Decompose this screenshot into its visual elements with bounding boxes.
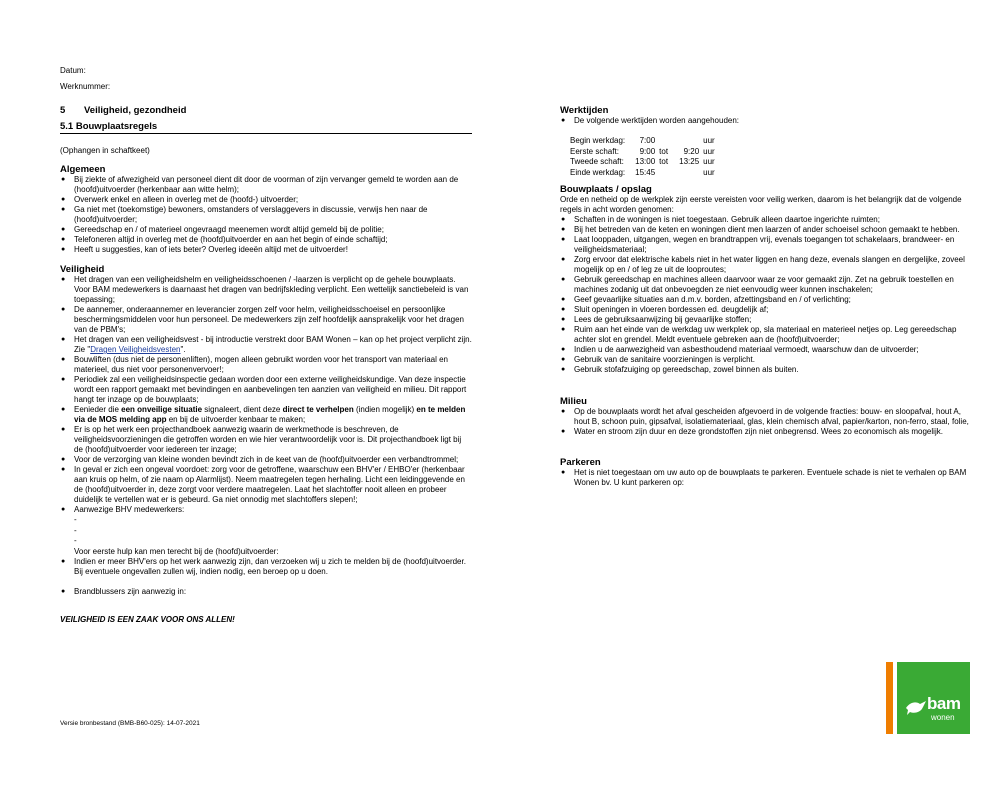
from-time: 15:45 (635, 167, 656, 177)
list-item: ● Telefoneren altijd in overleg met de (hoofd)uitvoerder en aan het begin of einde schaftijd; (60, 235, 472, 245)
list-item: ● Gereedschap en / of materieel ongevraagd meenemen wordt altijd gemeld bij de politie; (60, 225, 472, 235)
table-row (570, 136, 719, 147)
bhv-dash: - (74, 536, 77, 545)
list-item: ● Ruim aan het einde van de werkdag uw werkplek op, sla materiaal en materieel netjes op. Leg gereedschap achter slot en grendel. Meldt eventuele gebreken aan de (hoofd)uitvoerder; (560, 325, 970, 345)
list-item: ● Zorg ervoor dat elektrische kabels niet in het water liggen en hang deze, evenals slangen en dergelijke, zoveel mogelijk op en / of leg ze uit de looproutes; (560, 255, 970, 275)
list-item: ● Geef gevaarlijke situaties aan d.m.v. borden, afzettingsband en / of verlichting; (560, 295, 970, 305)
list-item: ● Indien u de aanwezigheid van asbesthoudend materiaal vermoedt, waarschuw dan de uitvoerder; (560, 345, 970, 355)
list-item: ● Overwerk enkel en alleen in overleg met de (hoofd-) uitvoerder; (60, 195, 472, 205)
list-item: ● Bouwliften (dus niet de personenliften), mogen alleen gebruikt worden voor het transport van materiaal en materieel, dus niet voor personenvervoer!; (60, 355, 472, 375)
list-item: ● Heeft u suggesties, kan of iets beter? Overleg ideeën altijd met de uitvoerder! (60, 245, 472, 255)
list-item: ● Schaften in de woningen is niet toegestaan. Gebruik alleen daartoe ingerichte ruimten; (560, 215, 970, 225)
list-item: ● Periodiek zal een veiligheidsinspectie gedaan worden door een externe veiligheidskundige. Van deze inspectie wordt een rapport gemaakt met bevindingen en aanbevelingen ten aanzien van veiligheid en milieu. Dit rapport hangt ter inzage op de bouwplaats; (60, 375, 472, 405)
safety-vest-link[interactable]: Dragen Veiligheidsvesten (90, 345, 181, 354)
veiligheid-section (60, 265, 472, 625)
list-item: ● Ga niet met (toekomstige) bewoners, omstanders of verslaggevers in discussie, verwijs hen naar de (hoofd)uitvoerder; (60, 205, 472, 225)
text: Eenieder die (74, 405, 122, 414)
tot (659, 168, 677, 179)
bhv-dash: - (74, 525, 77, 535)
from-time: 13:00 (635, 157, 656, 166)
unit: uur (703, 157, 715, 166)
bouwplaats-intro: Orde en netheid op de werkplek zijn eerste vereisten voor veilig werken, daarom is het belangrijk dat de volgende regels in acht worden genomen: (560, 195, 962, 214)
safety-slogan: VEILIGHEID IS EEN ZAAK VOOR ONS ALLEN! (60, 615, 235, 624)
table-row (570, 157, 719, 168)
text: (indien mogelijk) (353, 405, 417, 414)
list-item: ● Voor de verzorging van kleine wonden bevindt zich in de keet van de (hoofd)uitvoerder een verbandtrommel; (60, 455, 472, 465)
table-row (570, 168, 719, 179)
milieu-list (560, 407, 970, 437)
parkeren-title: Parkeren (560, 457, 601, 468)
chapter-number: 5 (60, 105, 66, 116)
list-item: ● Het is niet toegestaan om uw auto op de bouwplaats te parkeren. Eventuele schade is niet te verhalen op BAM Wonen bv. U kunt parkeren op: (560, 468, 970, 488)
to-time: 13:25 (679, 157, 700, 166)
version-note: Versie bronbestand (BMB-B60-025): 14-07-2021 (60, 720, 200, 727)
row-label: Einde werkdag: (570, 167, 626, 177)
milieu-section (560, 397, 970, 437)
first-aid-text: Voor eerste hulp kan men terecht bij de (hoofd)uitvoerder: (74, 546, 279, 556)
list-item: ● Bij ziekte of afwezigheid van personeel dient dit door de voorman of zijn vervanger gemeld te worden aan de (hoofd)uitvoerder (herkenbaar aan witte helm); (60, 175, 472, 195)
list-item: ● De aannemer, onderaannemer en leverancier zorgen zelf voor helm, veiligheidsschoeisel en persoonlijke beschermingsmiddelen voor hun personeel. De medewerkers zijn zelf hoofdelijk aansprakelijk voor het dragen van de PBM's; (60, 305, 472, 335)
tot: tot (659, 157, 669, 166)
section-title: 5.1 Bouwplaatsregels (60, 122, 472, 134)
row-label: Eerste schaft: (570, 146, 619, 156)
list-item: ● Gebruik van de sanitaire voorzieningen is verplicht. (560, 355, 970, 365)
list-item: ● Gebruik gereedschap en machines alleen daarvoor waar ze voor gemaakt zijn. Zet na gebruik toestellen en machines zodanig uit dat onbevoegden ze niet eenvoudig weer kunnen inschakelen; (560, 275, 970, 295)
bold-text: een onveilige situatie (121, 405, 203, 414)
algemeen-title: Algemeen (60, 164, 106, 175)
tot (659, 136, 677, 147)
list-item: ● Indien er meer BHV'ers op het werk aanwezig zijn, dan verzoeken wij u zich te melden bij de (hoofd)uitvoerder. Bij eventuele ongevallen zullen wij, indien nodig, een beroep op u doen. (60, 557, 472, 577)
unit: uur (703, 136, 715, 145)
to-time: 9:20 (683, 146, 700, 156)
list-item: ● Laat looppaden, uitgangen, wegen en brandtrappen vrij, evenals toegangen tot schakelaars, brandweer- en veiligheidsmateriaal; (560, 235, 970, 255)
row-label: Tweede schaft: (570, 157, 624, 166)
logo-brand: bam (927, 694, 961, 713)
parkeren-section (560, 458, 970, 488)
veiligheid-list (60, 275, 472, 515)
list-item: ● In geval er zich een ongeval voordoet: zorg voor de getroffene, waarschuw een BHV'er / EHBO'er (herkenbaar aan kruis op helm, of zie naam op Alarmlijst). Neem maatregelen tegen herhaling. Licht een leidinggevende en de (hoofd)uitvoerder in, deze zorgt voor verdere maatregelen. Laat het slachtoffer nooit alleen en probeer duidelijk te vertellen wat er is gebeurd. Ga niet onnodig met slachtoffers slepen!; (60, 465, 472, 505)
work-hours-table (570, 136, 719, 178)
bouwplaats-list (560, 215, 970, 375)
veiligheid-list-3 (60, 587, 472, 597)
logo-sub: wonen (931, 713, 955, 722)
list-item: ● Op de bouwplaats wordt het afval gescheiden afgevoerd in de volgende fracties: bouw- en sloopafval, hout A, hout B, schoon puin, gipsafval, isolatiemateriaal, glas, klein chemisch afval, papier/karton, non-ferro, staal, folie, (560, 407, 970, 427)
from-time: 7:00 (639, 136, 656, 145)
logo-orange-bar (886, 662, 893, 734)
text: Het dragen van een veiligheidsvest - bij introductie verstrekt door BAM Wonen – kan op het project verplicht zijn. Zie " (74, 335, 472, 354)
bird-icon (904, 698, 928, 718)
section-note: (Ophangen in schaftkeet) (60, 146, 150, 155)
list-item: ● Water en stroom zijn duur en deze grondstoffen zijn niet onbegrensd. Wees zo economisch als mogelijk. (560, 427, 970, 437)
tot: tot (659, 146, 669, 156)
bam-wonen-logo (897, 662, 970, 734)
list-item: ● Lees de gebruiksaanwijzing bij gevaarlijke stoffen; (560, 315, 970, 325)
text: signaleert, dient deze (202, 405, 283, 414)
list-item: ● Het dragen van een veiligheidshelm en veiligheidsschoenen / -laarzen is verplicht op de gehele bouwplaats. Voor BAM medewerkers is daarnaast het dragen van bedrijfskleding verplicht. Een wettelijk sanctiebeleid is van toepassing; (60, 275, 472, 305)
list-item: ● Brandblussers zijn aanwezig in: (60, 587, 472, 597)
list-item: ● Gebruik stofafzuiging op gereedschap, zowel binnen als buiten. (560, 365, 970, 375)
werktijden-list (560, 116, 970, 126)
to-time (677, 136, 703, 147)
row-label: Begin werkdag: (570, 136, 626, 145)
to-time (677, 168, 703, 179)
date-label: Datum: (60, 66, 86, 75)
unit: uur (703, 167, 715, 177)
list-item: ● Sluit openingen in vloeren bordessen ed. deugdelijk af; (560, 305, 970, 315)
bold-text: direct te verhelpen (282, 405, 354, 414)
list-item (60, 335, 472, 355)
werktijden-title: Werktijden (560, 105, 609, 116)
list-item: ● Er is op het werk een projecthandboek aanwezig waarin de werkmethode is beschreven, de veiligheidsvoorzieningen die getroffen worden en wie hier verantwoordelijk voor is. Dit projecthandboek ligt bij de (hoofd)uitvoerder voor iedereen ter inzage; (60, 425, 472, 455)
milieu-title: Milieu (560, 396, 587, 407)
list-item: ● De volgende werktijden worden aangehouden: (560, 116, 970, 126)
work-number-label: Werknummer: (60, 82, 111, 91)
veiligheid-title: Veiligheid (60, 264, 105, 275)
bouwplaats-section (560, 185, 970, 375)
algemeen-section (60, 165, 472, 255)
text: ". (180, 345, 186, 354)
list-item (60, 405, 472, 425)
table-row (570, 147, 719, 158)
werktijden-section (560, 106, 970, 178)
parkeren-list (560, 468, 970, 488)
bouwplaats-title: Bouwplaats / opslag (560, 184, 652, 195)
text: en bij de uitvoerder kenbaar te maken; (166, 415, 306, 424)
list-item: ● Bij het betreden van de keten en woningen dient men laarzen of ander schoeisel schoon gemaakt te hebben. (560, 225, 970, 235)
algemeen-list (60, 175, 472, 255)
unit: uur (703, 146, 715, 156)
bold-text: en te melden via de MOS melding app (74, 405, 466, 424)
bhv-dash: - (74, 515, 77, 524)
list-item: ● Aanwezige BHV medewerkers: (60, 505, 472, 515)
chapter-title: Veiligheid, gezondheid (84, 105, 187, 116)
from-time: 9:00 (639, 146, 656, 156)
veiligheid-list-2 (60, 557, 472, 577)
